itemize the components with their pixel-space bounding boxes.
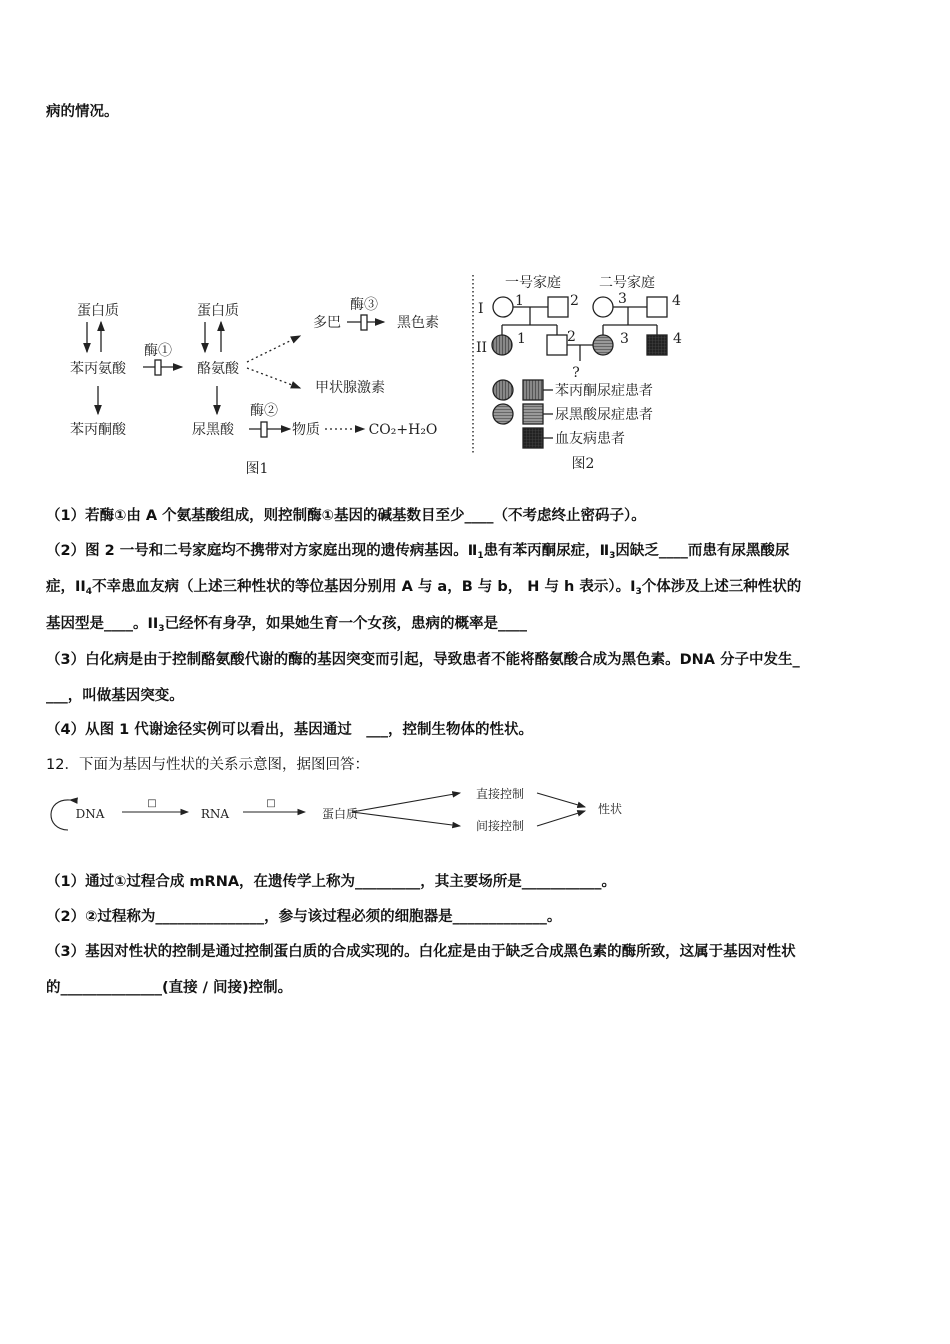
- pedigree-figure: [460, 265, 700, 480]
- label-dopa: 多巴: [313, 315, 341, 331]
- label-enzyme2: 酶②: [250, 403, 278, 419]
- legend-pku-female-icon: [493, 380, 513, 400]
- q12-part3-line1: （3）基因对性状的控制是通过控制蛋白质的合成实现的。白化症是由于缺乏合成黑色素的酶所致，这属于基因对性状: [46, 944, 796, 960]
- q11-part3-line1: （3）白化病是由于控制酪氨酸代谢的酶的基因突变而引起，导致患者不能将酪氨酸合成为黑色素。DNA 分子中发生_: [46, 652, 800, 668]
- label-I4: 4: [672, 293, 681, 309]
- legend-alkaptonuria-female-icon: [493, 404, 513, 424]
- label-tyrosine: 酪氨酸: [197, 361, 239, 377]
- figure1-caption: 图1: [245, 461, 269, 477]
- pedigree-I2: [548, 297, 568, 317]
- label-II4: 4: [673, 331, 682, 347]
- label-enzyme3: 酶③: [350, 297, 378, 313]
- text: 已经怀有身孕，如果她生育一个女孩，患病的概率是____: [164, 616, 528, 632]
- text: 个体涉及上述三种性状的: [641, 579, 802, 595]
- label-I3: 3: [618, 291, 627, 307]
- label-enzyme1: 酶①: [144, 343, 172, 359]
- q11-part4: （4）从图 1 代谢途径实例可以看出，基因通过 ___，控制生物体的性状。: [46, 722, 534, 738]
- label-homogentisic-acid: 尿黑酸: [192, 422, 234, 438]
- text: 基因型是____。II: [46, 616, 159, 632]
- label-rna: RNA: [200, 807, 230, 821]
- legend-pku-male-icon: [523, 380, 543, 400]
- subscript: 1: [477, 551, 484, 561]
- label-unknown-child: ?: [572, 365, 580, 381]
- pedigree-II4: [647, 335, 667, 355]
- q11-part1: （1）若酶①由 A 个氨基酸组成，则控制酶①基因的碱基数目至少____（不考虑终止密码子）。: [46, 508, 646, 524]
- legend-hemophilia-icon: [523, 428, 543, 448]
- text: 不幸患血友病（上述三种性状的等位基因分别用 A 与 a，B 与 b， H 与 h 表示）。I: [92, 579, 636, 595]
- label-family2: 二号家庭: [599, 275, 655, 291]
- legend-pku: 苯丙酮尿症患者: [555, 383, 653, 399]
- label-protein-right: 蛋白质: [197, 303, 239, 319]
- q12-title: 12．下面为基因与性状的关系示意图，据图回答：: [46, 757, 369, 773]
- q11-part3-line2: ___，叫做基因突变。: [46, 688, 184, 704]
- label-dna: DNA: [75, 807, 105, 821]
- label-generation-1: I: [478, 301, 484, 317]
- q11-part2-line1: [46, 541, 789, 566]
- label-trait: 性状: [597, 802, 623, 816]
- q11-part2-line2: [46, 577, 801, 602]
- label-melanin: 黑色素: [397, 315, 439, 331]
- label-generation-2: II: [476, 340, 488, 356]
- text: 因缺乏____而患有尿黑酸尿: [615, 543, 790, 559]
- label-I1: 1: [515, 293, 524, 309]
- label-family1: 一号家庭: [505, 275, 561, 291]
- label-thyroxine: 甲状腺激素: [315, 380, 385, 396]
- label-protein: 蛋白质: [321, 807, 359, 821]
- legend-hemophilia: 血友病患者: [555, 431, 625, 447]
- metabolic-pathway-figure: [0, 0, 470, 490]
- q12-part2: （2）②过程称为_______________，参与该过程必须的细胞器是_____________。: [46, 909, 562, 925]
- label-II3: 3: [620, 331, 629, 347]
- pedigree-I4: [647, 297, 667, 317]
- subscript: 3: [609, 551, 616, 561]
- intro-text: 病的情况。: [46, 104, 119, 120]
- label-indirect-control: 间接控制: [475, 819, 525, 833]
- label-I2: 2: [570, 293, 579, 309]
- text: （2）图 2 一号和二号家庭均不携带对方家庭出现的遗传病基因。Ⅱ: [46, 543, 478, 559]
- gene-trait-diagram: [0, 780, 650, 850]
- q11-part2-line3: [46, 614, 527, 639]
- label-direct-control: 直接控制: [475, 787, 525, 801]
- label-products: CO₂+H₂O: [368, 422, 438, 438]
- pedigree-I3: [593, 297, 613, 317]
- subscript: 4: [85, 587, 93, 597]
- legend-alkaptonuria-male-icon: [523, 404, 543, 424]
- label-phenylpyruvate: 苯丙酮酸: [70, 422, 126, 438]
- subscript: 3: [158, 624, 165, 634]
- pedigree-II1: [492, 335, 512, 355]
- legend-alkaptonuria: 尿黑酸尿症患者: [555, 407, 653, 423]
- label-II2: 2: [567, 329, 576, 345]
- figure2-caption: 图2: [571, 456, 595, 472]
- label-phenylalanine: 苯丙氨酸: [70, 361, 126, 377]
- label-protein-left: 蛋白质: [77, 303, 119, 319]
- label-step2: □: [266, 798, 276, 809]
- pedigree-II2: [547, 335, 567, 355]
- replication-arrow: [51, 800, 70, 830]
- q12-part3-line2: 的______________(直接 / 间接)控制。: [46, 980, 293, 996]
- subscript: 3: [635, 587, 642, 597]
- label-substance: 物质: [292, 422, 320, 438]
- q12-part1: （1）通过①过程合成 mRNA，在遗传学上称为_________，其主要场所是___________。: [46, 874, 617, 890]
- pedigree-I1: [493, 297, 513, 317]
- text: 症，II: [46, 579, 86, 595]
- pedigree-II3: [593, 335, 613, 355]
- text: 患有苯丙酮尿症，Ⅱ: [483, 543, 610, 559]
- label-step1: □: [147, 798, 157, 809]
- label-II1: 1: [517, 331, 526, 347]
